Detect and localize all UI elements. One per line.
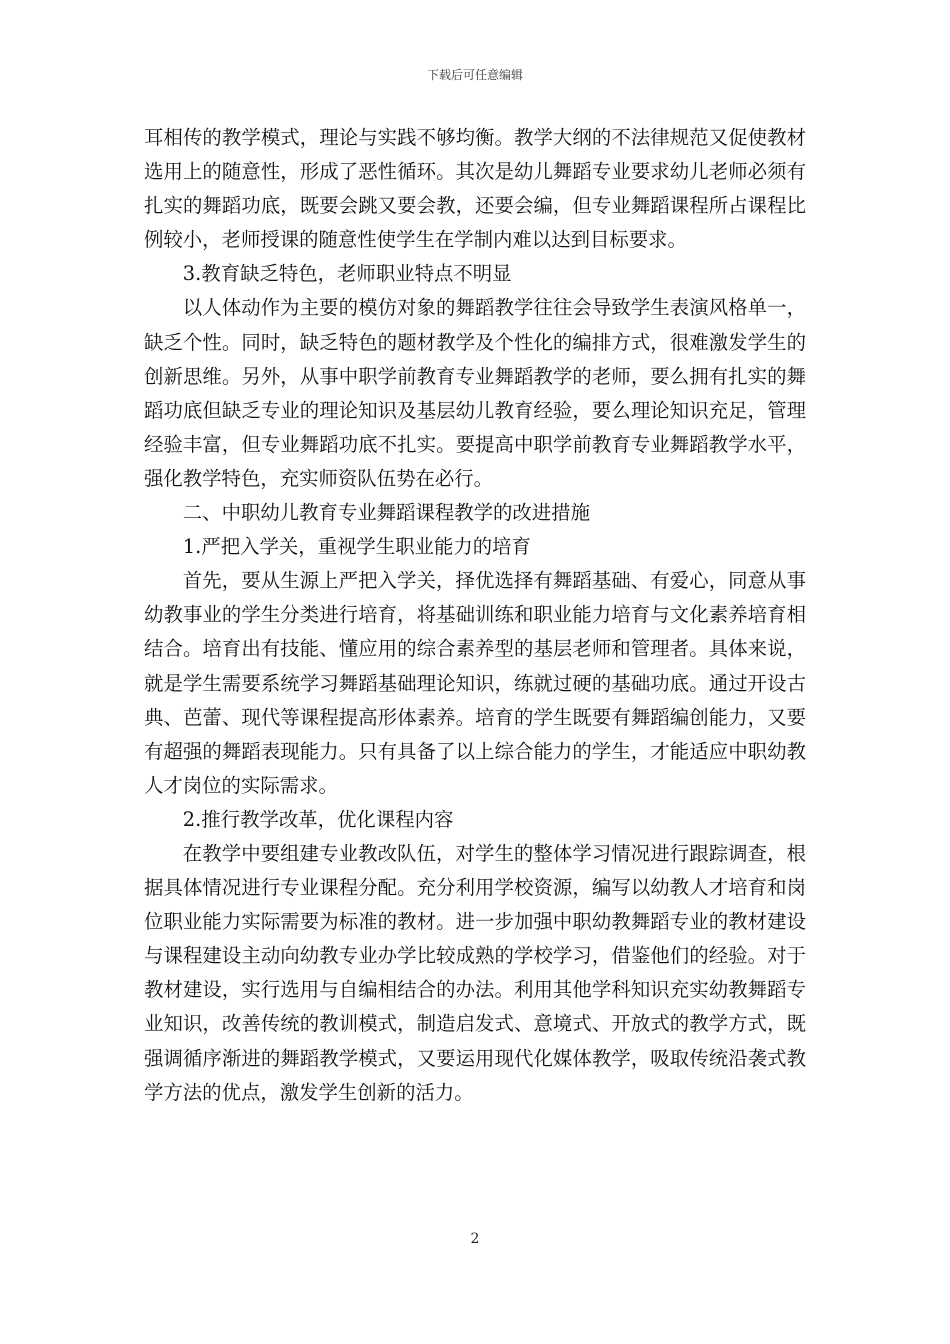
page-number: 2 — [470, 1231, 480, 1247]
paragraph: 以人体动作为主要的模仿对象的舞蹈教学往往会导致学生表演风格单一，缺乏个性。同时，缺乏特色的题材教学及个性化的编排方式，很难激发学生的创新思维。另外，从事中职学前教育专业舞蹈教学的老师，要么拥有扎实的舞蹈功底但缺乏专业的理论知识及基层幼儿教育经验，要么理论知识充足，管理经验丰富，但专业舞蹈功底不扎实。要提高中职学前教育专业舞蹈教学水平，强化教学特色，充实师资队伍势在必行。 — [144, 296, 806, 490]
paragraph: 首先，要从生源上严把入学关，择优选择有舞蹈基础、有爱心，同意从事幼教事业的学生分类进行培育，将基础训练和职业能力培育与文化素养培育相结合。培育出有技能、懂应用的综合素养型的基层老师和管理者。具体来说，就是学生需要系统学习舞蹈基础理论知识，练就过硬的基础功底。通过开设古典、芭蕾、现代等课程提高形体素养。培育的学生既要有舞蹈编创能力，又要有超强的舞蹈表现能力。只有具备了以上综合能力的学生，才能适应中职幼教人才岗位的实际需求。 — [144, 569, 806, 797]
section-heading: 2.推行教学改革，优化课程内容 — [182, 807, 454, 831]
paragraph: 在教学中要组建专业教改队伍，对学生的整体学习情况进行跟踪调查，根据具体情况进行专业课程分配。充分利用学校资源，编写以幼教人才培育和岗位职业能力实际需要为标准的教材。进一步加强中职幼教舞蹈专业的教材建设与课程建设主动向幼教专业办学比较成熟的学校学习，借鉴他们的经验。对于教材建设，实行选用与自编相结合的办法。利用其他学科知识充实幼教舞蹈专业知识，改善传统的教训模式，制造启发式、意境式、开放式的教学方式，既强调循序渐进的舞蹈教学模式，又要运用现代化媒体教学，吸取传统沿袭式教学方法的优点，激发学生创新的活力。 — [144, 841, 806, 1104]
section-heading: 3.教育缺乏特色，老师职业特点不明显 — [182, 262, 512, 286]
section-heading: 1.严把入学关，重视学生职业能力的培育 — [182, 535, 531, 559]
paragraph: 耳相传的教学模式，理论与实践不够均衡。教学大纲的不法律规范又促使教材选用上的随意性，形成了恶性循环。其次是幼儿舞蹈专业要求幼儿老师必须有扎实的舞蹈功底，既要会跳又要会教，还要会编，但专业舞蹈课程所占课程比例较小，老师授课的随意性使学生在学制内难以达到目标要求。 — [144, 126, 806, 252]
page-header: 下载后可任意编辑 — [426, 68, 523, 82]
document-body — [144, 121, 806, 1110]
section-heading: 二、中职幼儿教育专业舞蹈课程教学的改进措施 — [182, 501, 590, 525]
